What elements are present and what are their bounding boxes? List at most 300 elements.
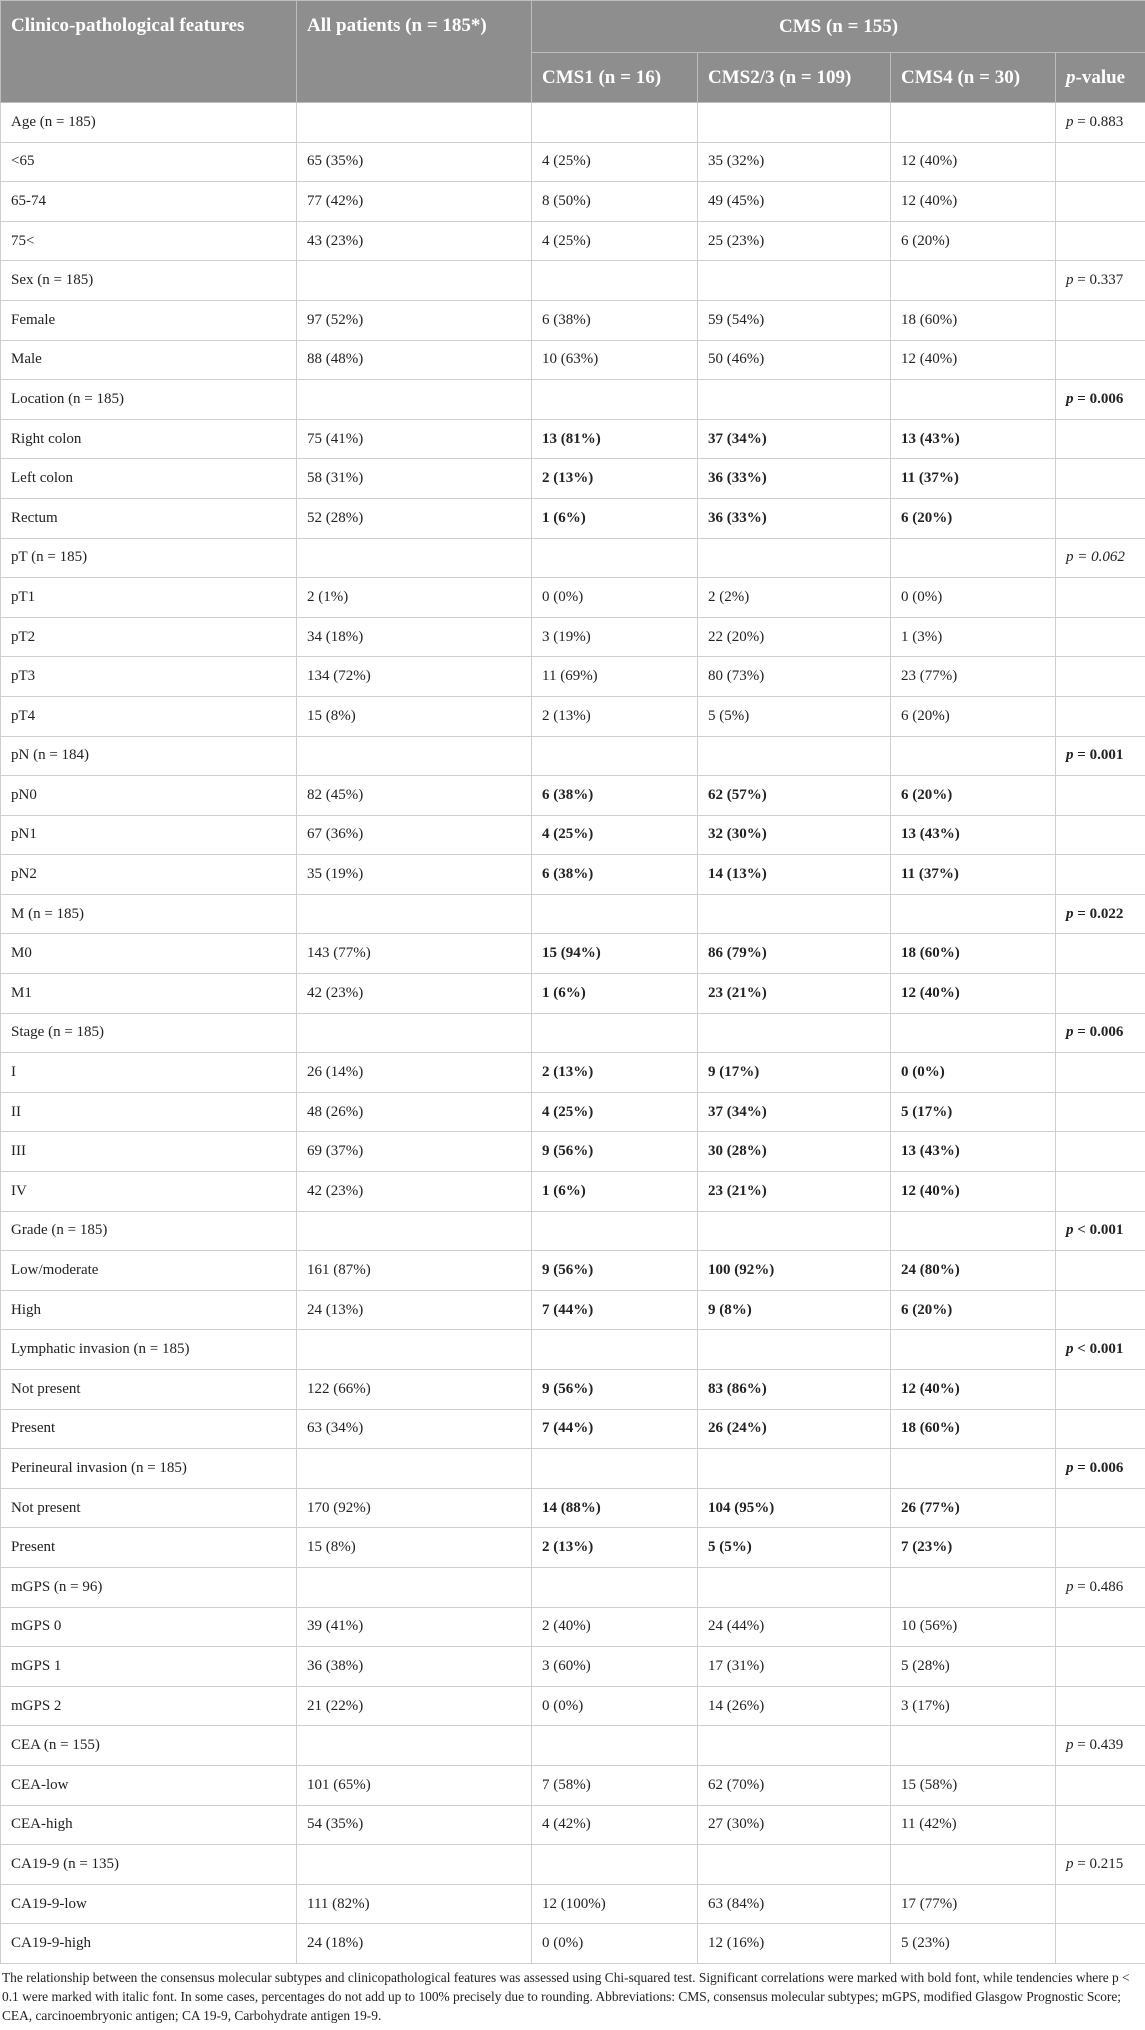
cell-all: 26 (14%) bbox=[297, 1053, 532, 1093]
cell-cms1: 3 (19%) bbox=[532, 617, 698, 657]
cell-p-value: p = 0.486 bbox=[1056, 1567, 1145, 1607]
cell-cms4: 13 (43%) bbox=[891, 815, 1056, 855]
cell-p-value: p = 0.062 bbox=[1056, 538, 1145, 578]
p-value-number: 0.337 bbox=[1089, 272, 1124, 289]
cell-label: mGPS 0 bbox=[1, 1607, 297, 1647]
cell-label: pT (n = 185) bbox=[1, 538, 297, 578]
cell-p-value bbox=[1056, 419, 1145, 459]
cell-p-value bbox=[1056, 1924, 1145, 1964]
header-cms1: CMS1 (n = 16) bbox=[532, 53, 698, 103]
cell-cms1: 10 (63%) bbox=[532, 340, 698, 380]
cell-p-value bbox=[1056, 1251, 1145, 1291]
group-row bbox=[1, 1330, 1145, 1370]
cell-all: 170 (92%) bbox=[297, 1488, 532, 1528]
table-row bbox=[1, 696, 1145, 736]
cell-all: 24 (13%) bbox=[297, 1290, 532, 1330]
cell-all bbox=[297, 538, 532, 578]
cell-label: Perineural invasion (n = 185) bbox=[1, 1449, 297, 1489]
cell-cms4: 5 (23%) bbox=[891, 1924, 1056, 1964]
cell-cms4 bbox=[891, 736, 1056, 776]
cell-cms1 bbox=[532, 736, 698, 776]
cell-cms1: 4 (42%) bbox=[532, 1805, 698, 1845]
cell-cms1: 2 (13%) bbox=[532, 459, 698, 499]
table-row bbox=[1, 815, 1145, 855]
p-value-number: 0.006 bbox=[1089, 1459, 1124, 1476]
header-p-suffix: -value bbox=[1075, 66, 1126, 88]
cell-cms1 bbox=[532, 103, 698, 143]
cell-cms23 bbox=[698, 1845, 891, 1885]
cell-cms23: 50 (46%) bbox=[698, 340, 891, 380]
cell-cms23 bbox=[698, 1211, 891, 1251]
table-row bbox=[1, 1765, 1145, 1805]
cell-p-value: p = 0.006 bbox=[1056, 380, 1145, 420]
cell-cms23: 36 (33%) bbox=[698, 459, 891, 499]
cell-cms1: 2 (13%) bbox=[532, 1053, 698, 1093]
group-row bbox=[1, 1211, 1145, 1251]
cell-all: 161 (87%) bbox=[297, 1251, 532, 1291]
cell-p-value bbox=[1056, 1765, 1145, 1805]
cell-cms4: 6 (20%) bbox=[891, 221, 1056, 261]
cell-label: Not present bbox=[1, 1370, 297, 1410]
cell-cms23: 22 (20%) bbox=[698, 617, 891, 657]
p-value-number: 0.001 bbox=[1089, 747, 1124, 764]
cell-label: CA19-9-low bbox=[1, 1884, 297, 1924]
cell-all: 82 (45%) bbox=[297, 776, 532, 816]
group-row bbox=[1, 736, 1145, 776]
cell-cms4 bbox=[891, 103, 1056, 143]
cell-cms1: 3 (60%) bbox=[532, 1647, 698, 1687]
cell-cms23: 104 (95%) bbox=[698, 1488, 891, 1528]
cell-p-value: p = 0.022 bbox=[1056, 894, 1145, 934]
cell-label: M0 bbox=[1, 934, 297, 974]
cell-label: mGPS (n = 96) bbox=[1, 1567, 297, 1607]
cell-all bbox=[297, 103, 532, 143]
cell-all: 65 (35%) bbox=[297, 142, 532, 182]
cell-label: III bbox=[1, 1132, 297, 1172]
group-row bbox=[1, 103, 1145, 143]
table-body bbox=[1, 103, 1145, 1964]
cell-p-value bbox=[1056, 1805, 1145, 1845]
header-p-value bbox=[1056, 53, 1145, 103]
table-row bbox=[1, 1132, 1145, 1172]
cell-cms23: 26 (24%) bbox=[698, 1409, 891, 1449]
table-row bbox=[1, 1528, 1145, 1568]
table-row bbox=[1, 1172, 1145, 1212]
cell-cms1: 0 (0%) bbox=[532, 1686, 698, 1726]
table-row bbox=[1, 1686, 1145, 1726]
cell-all: 88 (48%) bbox=[297, 340, 532, 380]
cell-p-value bbox=[1056, 340, 1145, 380]
cell-cms4: 12 (40%) bbox=[891, 182, 1056, 222]
cell-cms1: 6 (38%) bbox=[532, 855, 698, 895]
cell-cms4: 0 (0%) bbox=[891, 578, 1056, 618]
cell-cms23 bbox=[698, 1726, 891, 1766]
table-row bbox=[1, 459, 1145, 499]
p-value-number: 0.062 bbox=[1091, 549, 1125, 566]
cell-cms4: 5 (28%) bbox=[891, 1647, 1056, 1687]
cell-p-value: p = 0.439 bbox=[1056, 1726, 1145, 1766]
cell-all: 34 (18%) bbox=[297, 617, 532, 657]
cell-cms23: 12 (16%) bbox=[698, 1924, 891, 1964]
cell-cms4: 11 (42%) bbox=[891, 1805, 1056, 1845]
cell-label: Present bbox=[1, 1409, 297, 1449]
cell-p-value: p = 0.215 bbox=[1056, 1845, 1145, 1885]
cell-p-value bbox=[1056, 1132, 1145, 1172]
cell-cms1: 9 (56%) bbox=[532, 1132, 698, 1172]
cell-cms23: 9 (8%) bbox=[698, 1290, 891, 1330]
cell-all: 15 (8%) bbox=[297, 1528, 532, 1568]
table-row bbox=[1, 419, 1145, 459]
cell-p-value: p < 0.001 bbox=[1056, 1211, 1145, 1251]
cell-label: M1 bbox=[1, 974, 297, 1014]
cell-cms23: 37 (34%) bbox=[698, 419, 891, 459]
cell-all: 75 (41%) bbox=[297, 419, 532, 459]
header-cms4: CMS4 (n = 30) bbox=[891, 53, 1056, 103]
cell-cms23: 5 (5%) bbox=[698, 696, 891, 736]
cell-cms23: 62 (70%) bbox=[698, 1765, 891, 1805]
cell-all: 134 (72%) bbox=[297, 657, 532, 697]
table-row bbox=[1, 1924, 1145, 1964]
cell-cms4: 18 (60%) bbox=[891, 300, 1056, 340]
cell-cms23: 14 (13%) bbox=[698, 855, 891, 895]
cell-cms1: 1 (6%) bbox=[532, 1172, 698, 1212]
p-value-number: 0.439 bbox=[1089, 1737, 1124, 1754]
cell-label: Present bbox=[1, 1528, 297, 1568]
cell-p-value: p < 0.001 bbox=[1056, 1330, 1145, 1370]
cell-label: pT3 bbox=[1, 657, 297, 697]
cell-cms23: 62 (57%) bbox=[698, 776, 891, 816]
cell-cms4: 13 (43%) bbox=[891, 1132, 1056, 1172]
table-row bbox=[1, 934, 1145, 974]
group-row bbox=[1, 1726, 1145, 1766]
cell-cms4: 24 (80%) bbox=[891, 1251, 1056, 1291]
cell-p-value bbox=[1056, 815, 1145, 855]
cell-all: 122 (66%) bbox=[297, 1370, 532, 1410]
p-value-number: 0.215 bbox=[1089, 1855, 1124, 1872]
cell-p-value bbox=[1056, 974, 1145, 1014]
table-row bbox=[1, 142, 1145, 182]
cell-cms1: 4 (25%) bbox=[532, 1092, 698, 1132]
cell-p-value bbox=[1056, 1528, 1145, 1568]
cell-label: Age (n = 185) bbox=[1, 103, 297, 143]
cell-label: pT1 bbox=[1, 578, 297, 618]
cell-all: 48 (26%) bbox=[297, 1092, 532, 1132]
cell-cms4: 11 (37%) bbox=[891, 855, 1056, 895]
cell-p-value: p = 0.001 bbox=[1056, 736, 1145, 776]
cell-label: Location (n = 185) bbox=[1, 380, 297, 420]
cell-cms1: 2 (40%) bbox=[532, 1607, 698, 1647]
group-row bbox=[1, 894, 1145, 934]
cell-label: CA19-9 (n = 135) bbox=[1, 1845, 297, 1885]
cell-label: 65-74 bbox=[1, 182, 297, 222]
cell-label: M (n = 185) bbox=[1, 894, 297, 934]
cell-cms23: 9 (17%) bbox=[698, 1053, 891, 1093]
table-row bbox=[1, 1251, 1145, 1291]
cell-cms23: 63 (84%) bbox=[698, 1884, 891, 1924]
header-cms23: CMS2/3 (n = 109) bbox=[698, 53, 891, 103]
cell-p-value: p = 0.006 bbox=[1056, 1013, 1145, 1053]
cell-cms23: 23 (21%) bbox=[698, 974, 891, 1014]
cell-cms1: 6 (38%) bbox=[532, 776, 698, 816]
cell-p-value bbox=[1056, 1409, 1145, 1449]
cell-cms1: 0 (0%) bbox=[532, 1924, 698, 1964]
cell-cms4: 3 (17%) bbox=[891, 1686, 1056, 1726]
cell-all bbox=[297, 1449, 532, 1489]
cell-label: pN1 bbox=[1, 815, 297, 855]
group-row bbox=[1, 380, 1145, 420]
table-row bbox=[1, 776, 1145, 816]
cell-label: <65 bbox=[1, 142, 297, 182]
cell-cms4: 0 (0%) bbox=[891, 1053, 1056, 1093]
cell-all: 24 (18%) bbox=[297, 1924, 532, 1964]
cell-cms23 bbox=[698, 1330, 891, 1370]
cell-cms1: 1 (6%) bbox=[532, 974, 698, 1014]
cell-p-value bbox=[1056, 1172, 1145, 1212]
cell-label: Not present bbox=[1, 1488, 297, 1528]
cell-cms1: 11 (69%) bbox=[532, 657, 698, 697]
cell-cms23: 17 (31%) bbox=[698, 1647, 891, 1687]
cell-all bbox=[297, 736, 532, 776]
cell-all bbox=[297, 1845, 532, 1885]
cell-cms1: 2 (13%) bbox=[532, 1528, 698, 1568]
cell-cms1: 14 (88%) bbox=[532, 1488, 698, 1528]
header-all-patients: All patients (n = 185*) bbox=[297, 1, 532, 103]
cell-p-value bbox=[1056, 696, 1145, 736]
cell-cms4: 18 (60%) bbox=[891, 1409, 1056, 1449]
cell-cms4 bbox=[891, 380, 1056, 420]
cell-all: 21 (22%) bbox=[297, 1686, 532, 1726]
cell-p-value bbox=[1056, 855, 1145, 895]
cell-label: CEA-low bbox=[1, 1765, 297, 1805]
cell-cms1: 6 (38%) bbox=[532, 300, 698, 340]
cell-all: 2 (1%) bbox=[297, 578, 532, 618]
cell-cms23: 32 (30%) bbox=[698, 815, 891, 855]
cell-cms23 bbox=[698, 1449, 891, 1489]
cell-all bbox=[297, 380, 532, 420]
cell-label: Lymphatic invasion (n = 185) bbox=[1, 1330, 297, 1370]
cell-p-value bbox=[1056, 1092, 1145, 1132]
cell-label: mGPS 2 bbox=[1, 1686, 297, 1726]
cell-p-value bbox=[1056, 1686, 1145, 1726]
group-row bbox=[1, 1567, 1145, 1607]
cell-all: 35 (19%) bbox=[297, 855, 532, 895]
group-row bbox=[1, 1449, 1145, 1489]
cell-p-value bbox=[1056, 142, 1145, 182]
cell-cms4 bbox=[891, 894, 1056, 934]
cell-cms4: 12 (40%) bbox=[891, 1370, 1056, 1410]
cell-cms4 bbox=[891, 1845, 1056, 1885]
cell-cms1: 4 (25%) bbox=[532, 815, 698, 855]
cell-cms23 bbox=[698, 1567, 891, 1607]
cell-cms1: 9 (56%) bbox=[532, 1370, 698, 1410]
cell-all: 97 (52%) bbox=[297, 300, 532, 340]
cell-all: 67 (36%) bbox=[297, 815, 532, 855]
cell-label: Left colon bbox=[1, 459, 297, 499]
cell-p-value bbox=[1056, 1488, 1145, 1528]
cell-label: IV bbox=[1, 1172, 297, 1212]
cell-cms1 bbox=[532, 1726, 698, 1766]
p-value-number: 0.006 bbox=[1089, 1024, 1124, 1041]
cell-all: 101 (65%) bbox=[297, 1765, 532, 1805]
cell-label: Stage (n = 185) bbox=[1, 1013, 297, 1053]
cell-p-value bbox=[1056, 221, 1145, 261]
cell-cms1 bbox=[532, 1845, 698, 1885]
cell-all: 42 (23%) bbox=[297, 974, 532, 1014]
group-row bbox=[1, 1845, 1145, 1885]
cell-cms4: 26 (77%) bbox=[891, 1488, 1056, 1528]
cell-all: 111 (82%) bbox=[297, 1884, 532, 1924]
header-row-1 bbox=[1, 1, 1145, 53]
cell-cms1 bbox=[532, 894, 698, 934]
cell-p-value bbox=[1056, 1290, 1145, 1330]
cell-all: 39 (41%) bbox=[297, 1607, 532, 1647]
cell-all: 36 (38%) bbox=[297, 1647, 532, 1687]
cell-all: 69 (37%) bbox=[297, 1132, 532, 1172]
cell-cms4 bbox=[891, 1567, 1056, 1607]
cell-cms4: 6 (20%) bbox=[891, 776, 1056, 816]
cell-all: 42 (23%) bbox=[297, 1172, 532, 1212]
cell-label: CEA (n = 155) bbox=[1, 1726, 297, 1766]
cell-cms4 bbox=[891, 1330, 1056, 1370]
p-value-number: 0.006 bbox=[1089, 390, 1124, 407]
cell-label: Right colon bbox=[1, 419, 297, 459]
cell-p-value bbox=[1056, 934, 1145, 974]
table-row bbox=[1, 1647, 1145, 1687]
cell-label: 75< bbox=[1, 221, 297, 261]
cell-cms23: 27 (30%) bbox=[698, 1805, 891, 1845]
cell-label: pT2 bbox=[1, 617, 297, 657]
cell-cms4: 18 (60%) bbox=[891, 934, 1056, 974]
cell-cms1 bbox=[532, 380, 698, 420]
cell-cms4: 6 (20%) bbox=[891, 498, 1056, 538]
cell-p-value bbox=[1056, 1884, 1145, 1924]
cell-cms23 bbox=[698, 261, 891, 301]
cell-all: 43 (23%) bbox=[297, 221, 532, 261]
cell-all: 52 (28%) bbox=[297, 498, 532, 538]
cell-all: 77 (42%) bbox=[297, 182, 532, 222]
cell-cms1: 7 (58%) bbox=[532, 1765, 698, 1805]
cell-cms23: 23 (21%) bbox=[698, 1172, 891, 1212]
table-row bbox=[1, 855, 1145, 895]
table-row bbox=[1, 1409, 1145, 1449]
table-row bbox=[1, 1290, 1145, 1330]
cell-cms4: 15 (58%) bbox=[891, 1765, 1056, 1805]
cell-cms23: 24 (44%) bbox=[698, 1607, 891, 1647]
group-row bbox=[1, 261, 1145, 301]
cell-cms4: 1 (3%) bbox=[891, 617, 1056, 657]
cell-cms4 bbox=[891, 1211, 1056, 1251]
cell-cms23: 5 (5%) bbox=[698, 1528, 891, 1568]
cell-all: 58 (31%) bbox=[297, 459, 532, 499]
cell-cms4 bbox=[891, 1013, 1056, 1053]
cell-p-value bbox=[1056, 617, 1145, 657]
cell-cms23: 86 (79%) bbox=[698, 934, 891, 974]
cell-p-value bbox=[1056, 578, 1145, 618]
cell-cms23: 35 (32%) bbox=[698, 142, 891, 182]
cell-cms23 bbox=[698, 538, 891, 578]
table-row bbox=[1, 1370, 1145, 1410]
cell-cms1 bbox=[532, 538, 698, 578]
cell-label: pN0 bbox=[1, 776, 297, 816]
cell-all bbox=[297, 1567, 532, 1607]
cell-cms4: 12 (40%) bbox=[891, 974, 1056, 1014]
cell-p-value: p = 0.006 bbox=[1056, 1449, 1145, 1489]
cell-p-value bbox=[1056, 498, 1145, 538]
cell-all bbox=[297, 1726, 532, 1766]
table-row bbox=[1, 221, 1145, 261]
cell-label: CA19-9-high bbox=[1, 1924, 297, 1964]
table-row bbox=[1, 1053, 1145, 1093]
cell-p-value bbox=[1056, 1647, 1145, 1687]
cell-cms1 bbox=[532, 1449, 698, 1489]
cell-cms1 bbox=[532, 1567, 698, 1607]
cell-label: mGPS 1 bbox=[1, 1647, 297, 1687]
cell-cms4: 11 (37%) bbox=[891, 459, 1056, 499]
table-row bbox=[1, 974, 1145, 1014]
cell-all bbox=[297, 1013, 532, 1053]
cell-cms1: 4 (25%) bbox=[532, 142, 698, 182]
cell-p-value bbox=[1056, 300, 1145, 340]
table-row bbox=[1, 182, 1145, 222]
cell-cms23 bbox=[698, 103, 891, 143]
cell-label: II bbox=[1, 1092, 297, 1132]
cell-cms1: 7 (44%) bbox=[532, 1409, 698, 1449]
cell-label: Low/moderate bbox=[1, 1251, 297, 1291]
cell-cms4 bbox=[891, 1726, 1056, 1766]
cell-cms1: 0 (0%) bbox=[532, 578, 698, 618]
table-row bbox=[1, 657, 1145, 697]
table-row bbox=[1, 498, 1145, 538]
table-row bbox=[1, 300, 1145, 340]
cell-cms23: 83 (86%) bbox=[698, 1370, 891, 1410]
cell-cms1: 7 (44%) bbox=[532, 1290, 698, 1330]
cell-cms1: 13 (81%) bbox=[532, 419, 698, 459]
cell-p-value: p = 0.337 bbox=[1056, 261, 1145, 301]
cell-p-value: p = 0.883 bbox=[1056, 103, 1145, 143]
cell-p-value bbox=[1056, 657, 1145, 697]
table-row bbox=[1, 1884, 1145, 1924]
cell-cms23: 49 (45%) bbox=[698, 182, 891, 222]
cell-cms4: 12 (40%) bbox=[891, 1172, 1056, 1212]
header-cms: CMS (n = 155) bbox=[532, 1, 1145, 53]
cell-cms23 bbox=[698, 380, 891, 420]
cell-label: I bbox=[1, 1053, 297, 1093]
cell-cms4: 5 (17%) bbox=[891, 1092, 1056, 1132]
cell-label: Female bbox=[1, 300, 297, 340]
cell-cms4: 7 (23%) bbox=[891, 1528, 1056, 1568]
cell-all bbox=[297, 894, 532, 934]
table-row bbox=[1, 617, 1145, 657]
cell-all bbox=[297, 1330, 532, 1370]
cell-cms4: 6 (20%) bbox=[891, 696, 1056, 736]
cell-label: Sex (n = 185) bbox=[1, 261, 297, 301]
cell-cms23: 36 (33%) bbox=[698, 498, 891, 538]
group-row bbox=[1, 538, 1145, 578]
cell-label: pT4 bbox=[1, 696, 297, 736]
cell-p-value bbox=[1056, 1607, 1145, 1647]
cell-all: 54 (35%) bbox=[297, 1805, 532, 1845]
cell-cms23: 59 (54%) bbox=[698, 300, 891, 340]
cell-cms23: 25 (23%) bbox=[698, 221, 891, 261]
cell-cms4 bbox=[891, 261, 1056, 301]
cell-p-value bbox=[1056, 776, 1145, 816]
cell-all: 63 (34%) bbox=[297, 1409, 532, 1449]
cell-cms1 bbox=[532, 1330, 698, 1370]
cell-p-value bbox=[1056, 1370, 1145, 1410]
cell-cms1: 1 (6%) bbox=[532, 498, 698, 538]
cell-all bbox=[297, 1211, 532, 1251]
cell-label: pN2 bbox=[1, 855, 297, 895]
